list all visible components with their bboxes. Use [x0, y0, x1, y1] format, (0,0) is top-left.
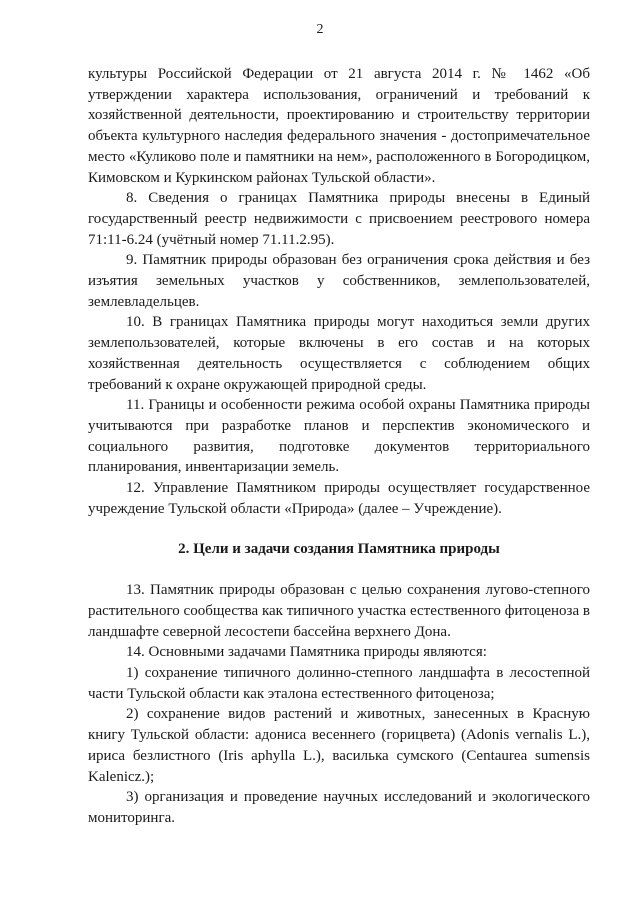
paragraph-8: 8. Сведения о границах Памятника природы внесены в Единый государственный реестр недвижимости с присвоением реестрового номера 71:11-6.24 (учётный номер 71.11.2.95). [88, 190, 590, 248]
section-heading: 2. Цели и задачи создания Памятника природы [178, 541, 500, 558]
paragraph-10: 10. В границах Памятника природы могут находиться земли других землепользователей, которые включены в его состав и на которых хозяйственная деятельность осуществляется с соблюдением общих требований к охране окружающей природной среды. [88, 314, 590, 393]
paragraph-continuation: культуры Российской Федерации от 21 августа 2014 г. № 1462 «Об утверждении характера использования, ограничений и требований к хозяйственной деятельности, проектированию и строительству территории объекта культурного наследия федерального значения - достопримечательное место «Куликово поле и памятники на нем», расположенного в Богородицком, Кимовском и Куркинском районах Тульской области». [88, 66, 590, 186]
paragraph-9: 9. Памятник природы образован без ограничения срока действия и без изъятия земельных участков у собственников, землепользователей, землевладельцев. [88, 252, 590, 310]
list-item-2: 2) сохранение видов растений и животных, занесенных в Красную книгу Тульской области: адониса весеннего (горицвета) (Adonis vernalis L.), ириса безлистного (Iris aphylla L.), василька сумского (Centaurea sumensis Kalenicz.); [88, 706, 590, 785]
paragraph-13: 13. Памятник природы образован с целью сохранения лугово-степного растительного сообщества как типичного участка естественного фитоценоза в ландшафте северной лесостепи бассейна верхнего Дона. [88, 582, 590, 640]
paragraph-11: 11. Границы и особенности режима особой охраны Памятника природы учитываются при разработке планов и перспектив экономического и социального развития, подготовке документов территориального планирования, инвентаризации земель. [88, 397, 590, 476]
list-item-3: 3) организация и проведение научных исследований и экологического мониторинга. [88, 789, 590, 826]
page-number: 2 [316, 22, 324, 37]
list-item-1: 1) сохранение типичного долинно-степного ландшафта в лесостепной части Тульской области как эталона естественного фитоценоза; [88, 664, 590, 702]
paragraph-14: 14. Основными задачами Памятника природы являются: [126, 644, 487, 661]
paragraph-12: 12. Управление Памятником природы осуществляет государственное учреждение Тульской области «Природа» (далее – Учреждение). [88, 480, 590, 517]
document-body [88, 64, 590, 829]
